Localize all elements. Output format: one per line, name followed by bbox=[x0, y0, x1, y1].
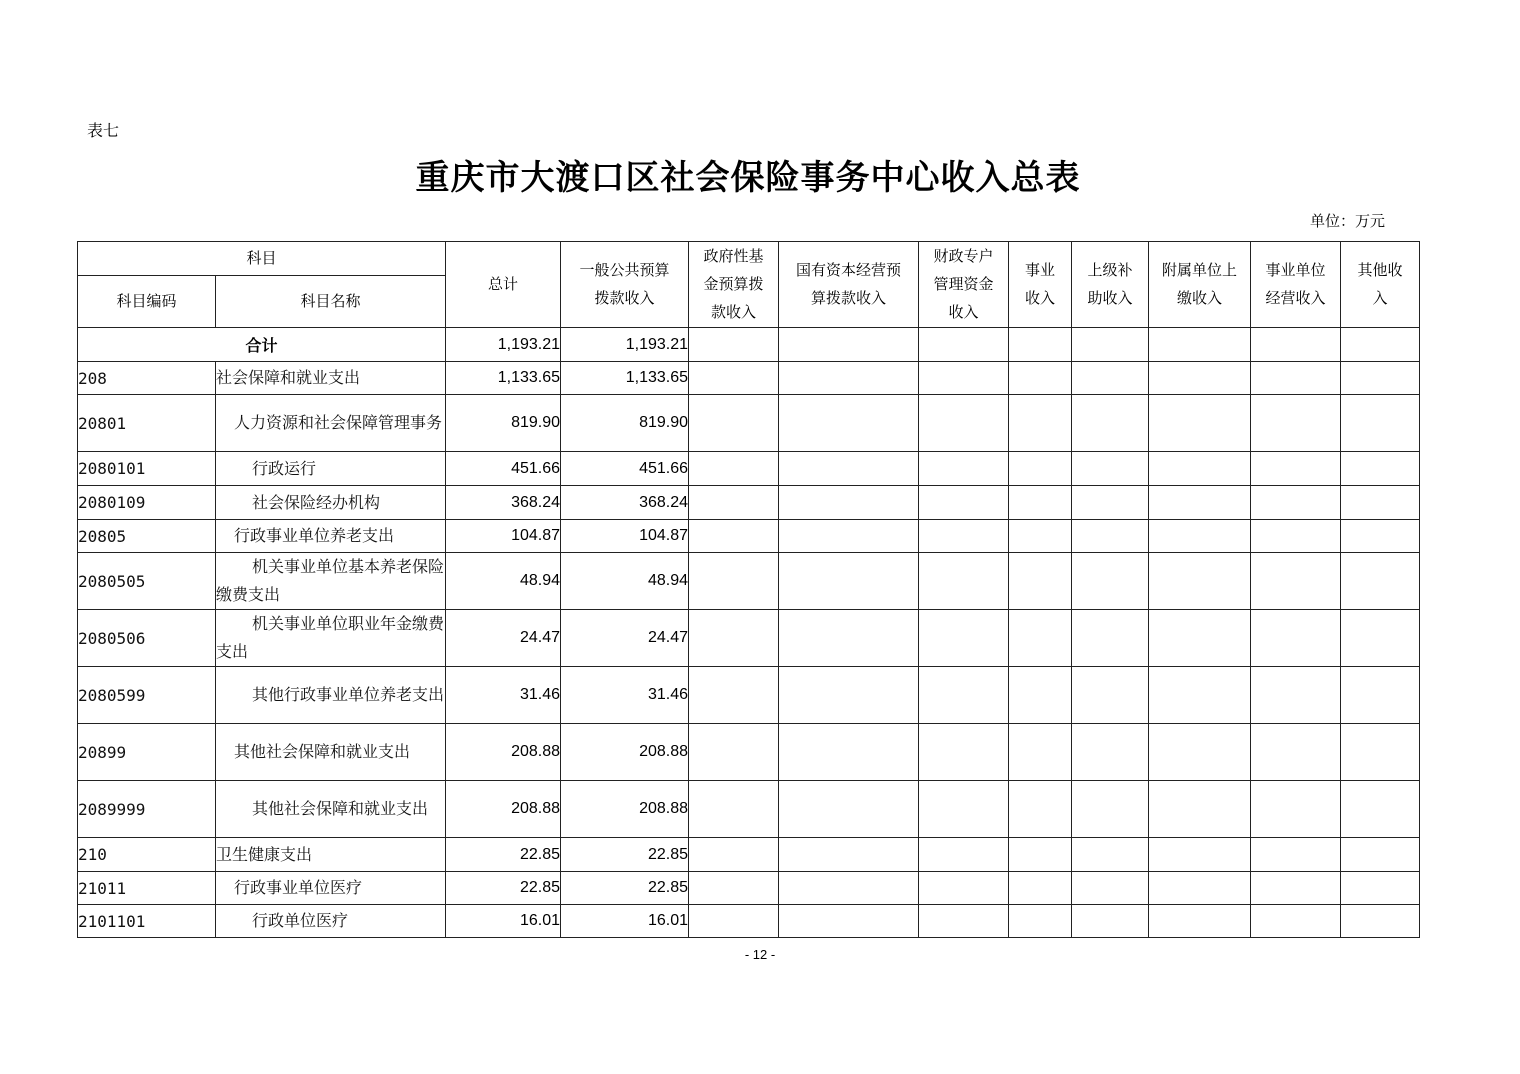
row-general: 31.46 bbox=[561, 667, 689, 724]
row-total: 104.87 bbox=[446, 520, 561, 553]
header-gov-fund: 政府性基金预算拨款收入 bbox=[689, 242, 779, 328]
row-general: 208.88 bbox=[561, 724, 689, 781]
row-general: 1,133.65 bbox=[561, 362, 689, 395]
table-row bbox=[78, 610, 1420, 667]
table-row bbox=[78, 520, 1420, 553]
total-row bbox=[78, 328, 1420, 362]
row-code: 2101101 bbox=[78, 905, 216, 938]
row-general: 22.85 bbox=[561, 838, 689, 872]
row-name: 机关事业单位职业年金缴费支出 bbox=[216, 610, 446, 667]
row-name: 其他社会保障和就业支出 bbox=[216, 781, 446, 838]
table-row bbox=[78, 838, 1420, 872]
table-row bbox=[78, 486, 1420, 520]
row-code: 2080505 bbox=[78, 553, 216, 610]
row-name: 行政事业单位医疗 bbox=[216, 872, 446, 905]
header-general-budget: 一般公共预算拨款收入 bbox=[561, 242, 689, 328]
header-state-capital: 国有资本经营预算拨款收入 bbox=[779, 242, 919, 328]
row-total: 1,133.65 bbox=[446, 362, 561, 395]
total-amount: 1,193.21 bbox=[446, 328, 561, 362]
row-code: 2080109 bbox=[78, 486, 216, 520]
row-general: 16.01 bbox=[561, 905, 689, 938]
row-name: 社会保障和就业支出 bbox=[216, 362, 446, 395]
row-code: 2080599 bbox=[78, 667, 216, 724]
row-name: 卫生健康支出 bbox=[216, 838, 446, 872]
row-total: 31.46 bbox=[446, 667, 561, 724]
page-number: - 12 - bbox=[744, 947, 776, 962]
row-code: 20805 bbox=[78, 520, 216, 553]
header-subject: 科目 bbox=[78, 242, 446, 276]
unit-label: 单位：万元 bbox=[1310, 212, 1386, 230]
row-name: 其他行政事业单位养老支出 bbox=[216, 667, 446, 724]
row-total: 48.94 bbox=[446, 553, 561, 610]
row-name: 行政单位医疗 bbox=[216, 905, 446, 938]
row-general: 451.66 bbox=[561, 452, 689, 486]
row-general: 48.94 bbox=[561, 553, 689, 610]
table-row bbox=[78, 553, 1420, 610]
row-total: 368.24 bbox=[446, 486, 561, 520]
row-general: 22.85 bbox=[561, 872, 689, 905]
row-total: 22.85 bbox=[446, 838, 561, 872]
row-general: 819.90 bbox=[561, 395, 689, 452]
row-code: 2080506 bbox=[78, 610, 216, 667]
row-total: 208.88 bbox=[446, 781, 561, 838]
row-name: 机关事业单位基本养老保险缴费支出 bbox=[216, 553, 446, 610]
total-general-amount: 1,193.21 bbox=[561, 328, 689, 362]
table-tag: 表七 bbox=[87, 121, 120, 140]
header-name: 科目名称 bbox=[216, 276, 446, 328]
row-code: 20899 bbox=[78, 724, 216, 781]
row-general: 104.87 bbox=[561, 520, 689, 553]
income-table bbox=[77, 241, 1420, 938]
row-code: 2089999 bbox=[78, 781, 216, 838]
header-special-fund: 财政专户管理资金收入 bbox=[919, 242, 1009, 328]
row-total: 451.66 bbox=[446, 452, 561, 486]
header-total: 总计 bbox=[446, 242, 561, 328]
row-name: 行政运行 bbox=[216, 452, 446, 486]
row-code: 20801 bbox=[78, 395, 216, 452]
row-total: 208.88 bbox=[446, 724, 561, 781]
row-code: 2080101 bbox=[78, 452, 216, 486]
row-total: 24.47 bbox=[446, 610, 561, 667]
row-code: 208 bbox=[78, 362, 216, 395]
table-row bbox=[78, 724, 1420, 781]
header-other: 其他收入 bbox=[1341, 242, 1420, 328]
row-total: 16.01 bbox=[446, 905, 561, 938]
header-operation: 事业单位经营收入 bbox=[1251, 242, 1341, 328]
header-business: 事业收入 bbox=[1009, 242, 1072, 328]
row-total: 22.85 bbox=[446, 872, 561, 905]
table-row bbox=[78, 905, 1420, 938]
table-row bbox=[78, 872, 1420, 905]
header-superior-subsidy: 上级补助收入 bbox=[1072, 242, 1149, 328]
header-code: 科目编码 bbox=[78, 276, 216, 328]
row-name: 其他社会保障和就业支出 bbox=[216, 724, 446, 781]
total-label: 合计 bbox=[78, 328, 446, 362]
row-name: 社会保险经办机构 bbox=[216, 486, 446, 520]
table-row bbox=[78, 667, 1420, 724]
row-general: 24.47 bbox=[561, 610, 689, 667]
row-total: 819.90 bbox=[446, 395, 561, 452]
row-general: 368.24 bbox=[561, 486, 689, 520]
row-code: 21011 bbox=[78, 872, 216, 905]
row-name: 人力资源和社会保障管理事务 bbox=[216, 395, 446, 452]
table-row bbox=[78, 395, 1420, 452]
row-name: 行政事业单位养老支出 bbox=[216, 520, 446, 553]
table-row bbox=[78, 452, 1420, 486]
table-row bbox=[78, 362, 1420, 395]
page-title: 重庆市大渡口区社会保险事务中心收入总表 bbox=[415, 158, 1081, 198]
header-affiliated: 附属单位上缴收入 bbox=[1149, 242, 1251, 328]
table-row bbox=[78, 781, 1420, 838]
row-general: 208.88 bbox=[561, 781, 689, 838]
row-code: 210 bbox=[78, 838, 216, 872]
